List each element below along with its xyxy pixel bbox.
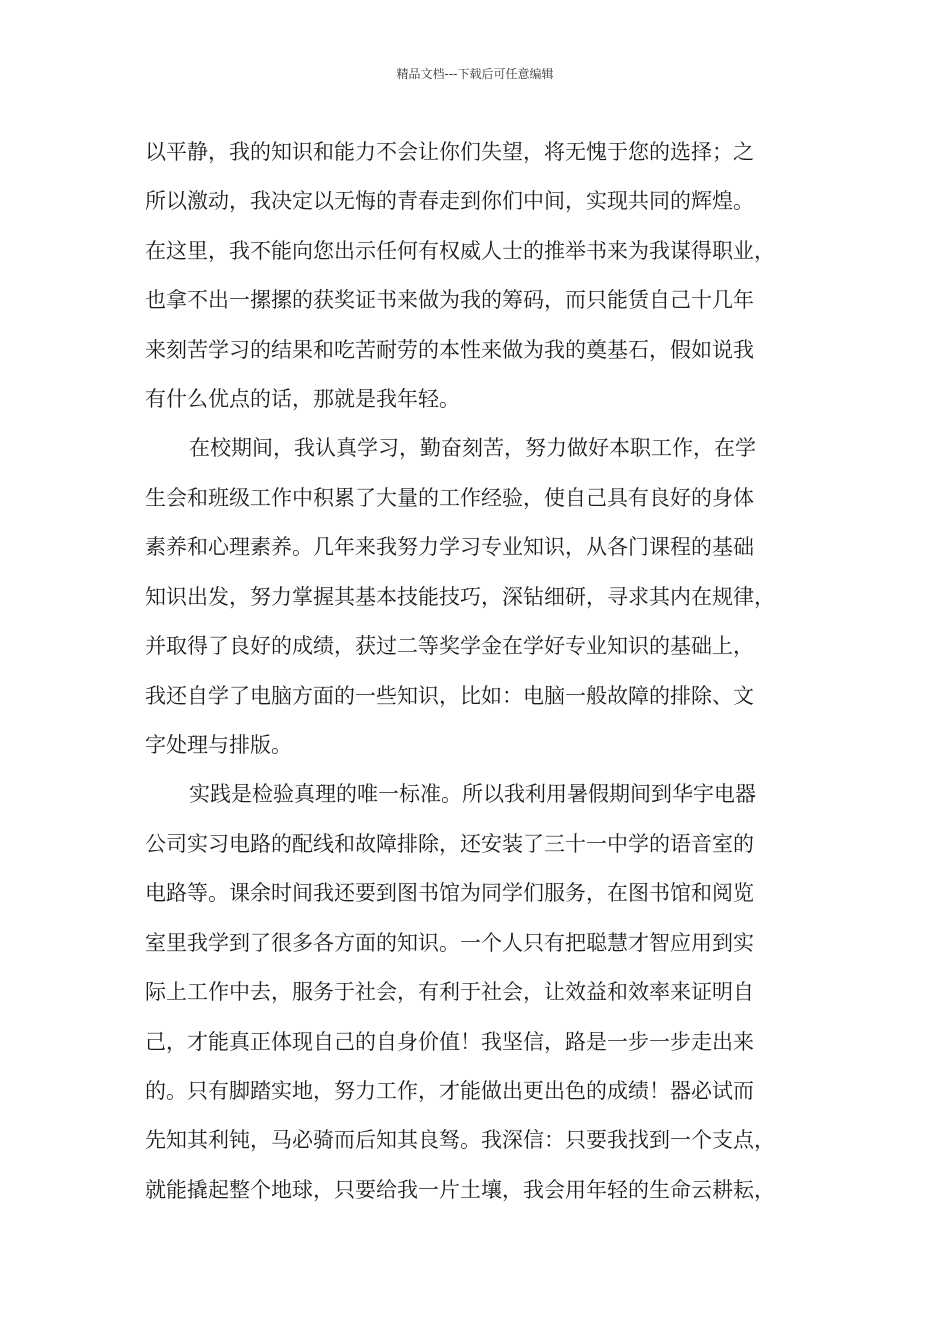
text-line: 并取得了良好的成绩，获过二等奖学金在学好专业知识的基础上， bbox=[145, 634, 754, 658]
text-line: 在这里，我不能向您出示任何有权威人士的推举书来为我谋得职业， bbox=[145, 239, 775, 263]
text-line: 知识出发，努力掌握其基本技能技巧，深钻细研，寻求其内在规律， bbox=[145, 585, 775, 609]
text-line: 来刻苦学习的结果和吃苦耐劳的本性来做为我的奠基石，假如说我 bbox=[145, 338, 754, 362]
paragraph-first-line: 实践是检验真理的唯一标准。所以我利用暑假期间到华宇电器 bbox=[189, 782, 756, 806]
text-line: 电路等。课余时间我还要到图书馆为同学们服务，在图书馆和阅览 bbox=[145, 881, 754, 905]
text-line: 以平静，我的知识和能力不会让你们失望，将无愧于您的选择；之 bbox=[145, 140, 754, 164]
text-line: 素养和心理素养。几年来我努力学习专业知识，从各门课程的基础 bbox=[145, 535, 754, 559]
text-line: 我还自学了电脑方面的一些知识，比如：电脑一般故障的排除、文 bbox=[145, 684, 754, 708]
text-line: 室里我学到了很多各方面的知识。一个人只有把聪慧才智应用到实 bbox=[145, 931, 754, 955]
text-line: 际上工作中去，服务于社会，有利于社会，让效益和效率来证明自 bbox=[145, 980, 754, 1004]
text-line: 也拿不出一摞摞的获奖证书来做为我的筹码，而只能赁自己十几年 bbox=[145, 288, 754, 312]
text-line: 字处理与排版。 bbox=[145, 733, 292, 757]
paragraph-first-line: 在校期间，我认真学习，勤奋刻苦，努力做好本职工作，在学 bbox=[189, 436, 756, 460]
text-line: 先知其利钝，马必骑而后知其良驽。我深信：只要我找到一个支点， bbox=[145, 1128, 775, 1152]
page-header: 精品文档---下载后可任意编辑 bbox=[396, 67, 554, 81]
text-line: 的。只有脚踏实地，努力工作，才能做出更出色的成绩！器必试而 bbox=[145, 1079, 754, 1103]
text-line: 生会和班级工作中积累了大量的工作经验，使自己具有良好的身体 bbox=[145, 486, 754, 510]
text-line: 就能撬起整个地球，只要给我一片土壤，我会用年轻的生命云耕耘， bbox=[145, 1178, 775, 1202]
text-line: 所以激动，我决定以无悔的青春走到你们中间，实现共同的辉煌。 bbox=[145, 189, 754, 213]
text-line: 己，才能真正体现自己的自身价值！我坚信，路是一步一步走出来 bbox=[145, 1030, 754, 1054]
text-line: 公司实习电路的配线和故障排除，还安装了三十一中学的语音室的 bbox=[145, 832, 754, 856]
text-line: 有什么优点的话，那就是我年轻。 bbox=[145, 387, 460, 411]
